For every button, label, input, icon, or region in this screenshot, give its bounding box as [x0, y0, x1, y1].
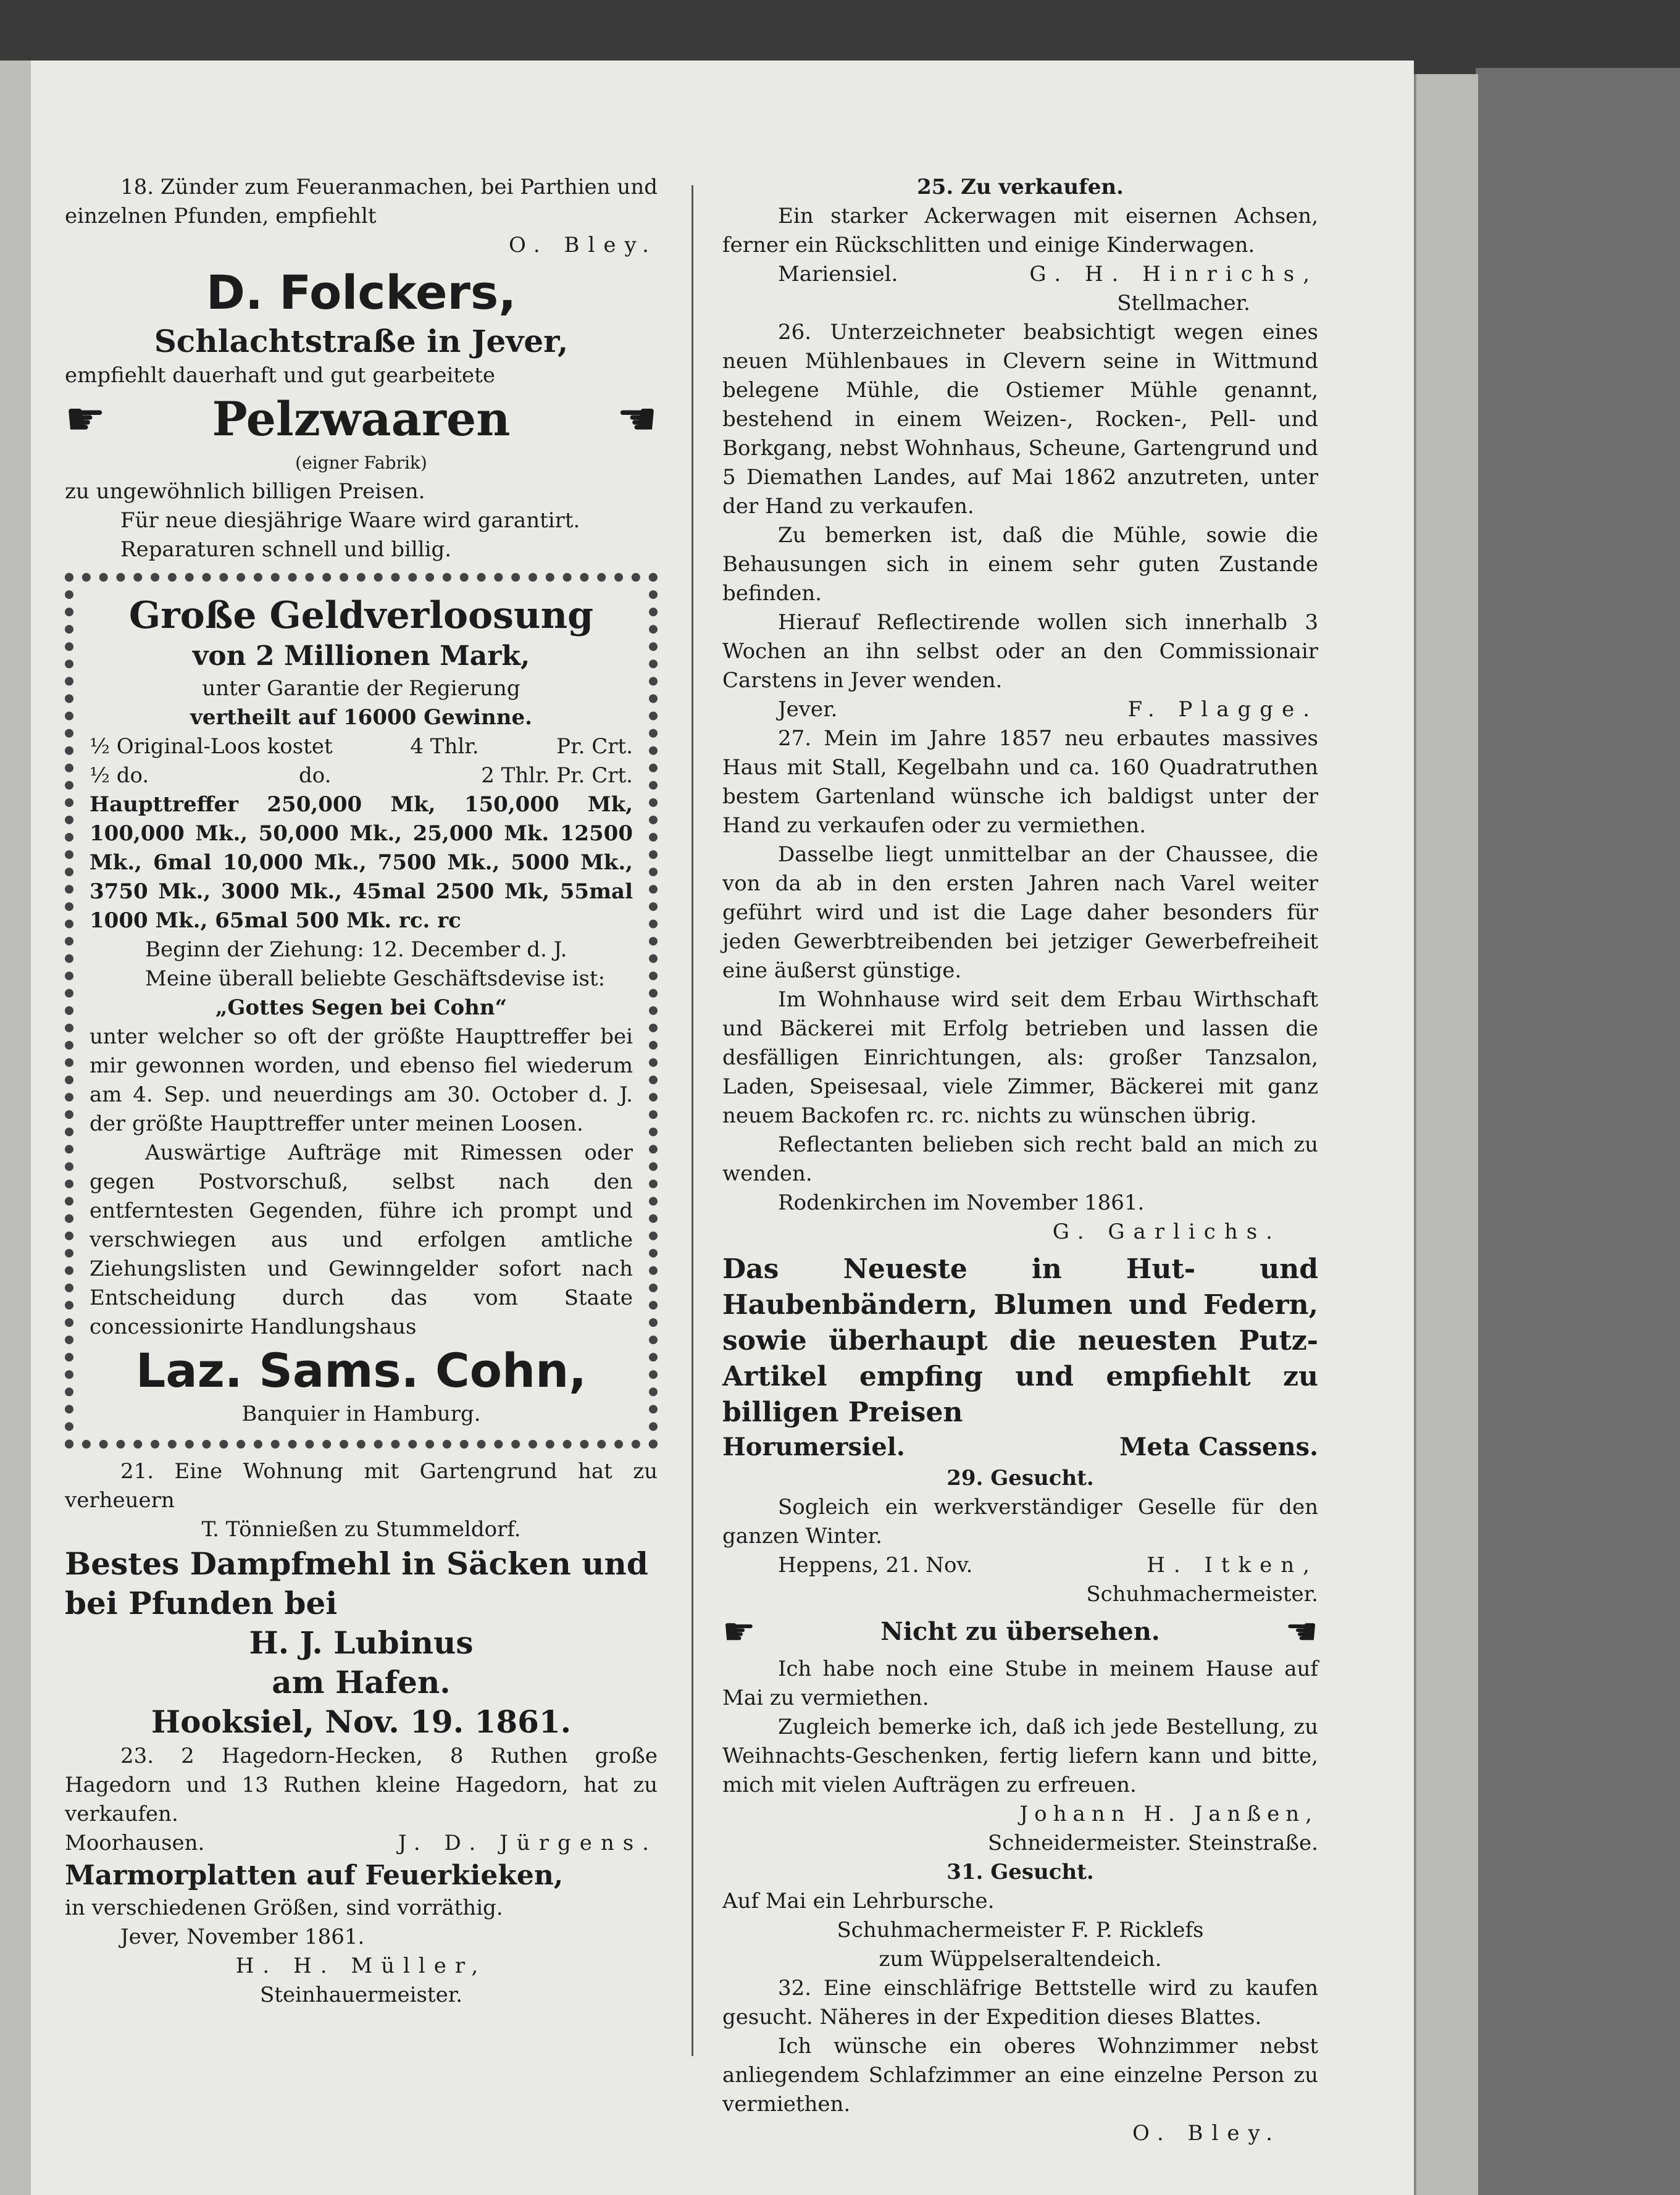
ad-27-paragraph-2: Dasselbe liegt unmittelbar an der Chaussee, die von da ab in den ersten Jahren nach Varel weiter geführt wird und ist die Lage daher besonders für jeden Gewerbtreibenden bei jetziger Gewerbefreiheit eine äußerst günstige. [722, 842, 1318, 983]
cohn-lot-row-2 [90, 761, 633, 790]
folckers-name: D. Folckers, [206, 265, 517, 320]
mueller-role: Steinhauermeister. [259, 1983, 463, 2007]
folckers-ad [65, 264, 658, 564]
ad-30-text: Ich habe noch eine Stube in meinem Hause auf Mai zu vermiethen. [722, 1657, 1318, 1710]
mueller-signature: H. H. Müller, [235, 1954, 487, 1978]
lot-2-b: do. [298, 763, 332, 788]
lot-2-a: ½ do. [90, 763, 149, 788]
ad-31-signature: Schuhmachermeister F. P. Ricklefs [837, 1918, 1204, 1942]
folckers-note: (eigner Fabrik) [295, 453, 427, 473]
lubinus-line-1: Bestes Dampfmehl in Säcken und [65, 1545, 648, 1582]
ad-32-paragraph-2: Ich wünsche ein oberes Wohnzimmer nebst anliegendem Schlafzimmer an eine einzelne Person zu vermiethen. [722, 2034, 1318, 2117]
lubinus-ad [65, 1544, 658, 1742]
cohn-motto: „Gottes Segen bei Cohn“ [215, 995, 508, 1020]
ad-23-place: Moorhausen. [65, 1831, 205, 1855]
ad-30-role: Schneidermeister. Steinstraße. [988, 1831, 1318, 1855]
pointing-hand-right-icon: ☛ [65, 393, 106, 446]
ad-32-signature: O. Bley. [1132, 2121, 1281, 2146]
lot-2-c: 2 Thlr. Pr. Crt. [481, 763, 633, 788]
pointing-hand-left-icon: ☚ [1285, 1610, 1318, 1654]
ad-18-signature: O. Bley. [509, 233, 658, 257]
cohn-prizes: Haupttreffer 250,000 Mk, 150,000 Mk, 100,000 Mk., 50,000 Mk., 25,000 Mk. 12500 Mk., 6mal 10,000 Mk., 7500 Mk., 5000 Mk., 3750 Mk., 3000 Mk., 45mal 2500 Mk, 55mal 1000 Mk., 65mal 500 Mk. rc. rc [90, 792, 633, 933]
ad-29-role: Schuhmachermeister. [1086, 1582, 1318, 1607]
ad-31-place: zum Wüppelseraltendeich. [879, 1947, 1162, 1971]
cohn-motto-intro: Meine überall beliebte Geschäftsdevise ist: [145, 966, 606, 991]
lubinus-line-2: bei Pfunden bei [65, 1585, 338, 1621]
ad-27-paragraph-3: Im Wohnhause wird seit dem Erbau Wirthschaft und Bäckerei mit Erfolg betrieben und lassen die desfälligen Einrichtungen, als: großer Tanzsalon, Laden, Speisesaal, viele Zimmer, Bäckerei mit ganz neuem Backofen rc. rc. nichts zu wünschen übrig. [722, 987, 1318, 1128]
right-column [722, 173, 1318, 2148]
mueller-text: in verschiedenen Größen, sind vorräthig. [65, 1896, 503, 1920]
lubinus-name: H. J. Lubinus [249, 1624, 474, 1661]
ad-23-signature: J. D. Jürgens. [398, 1831, 658, 1855]
folckers-product-row [65, 390, 658, 448]
ad-25-place: Mariensiel. [778, 262, 898, 286]
pointing-hand-left-icon: ☚ [616, 393, 658, 446]
cohn-lottery-ad [65, 573, 658, 1449]
ad-26-place: Jever. [778, 697, 838, 722]
cohn-paragraph-2: Auswärtige Aufträge mit Rimessen oder gegen Postvorschuß, selbst nach den entferntesten Gegenden, führe ich prompt und verschwiegen aus und erfolgen amtliche Ziehungslisten und Gewinngelder sofort nach Entscheidung durch das vom Staate concessionirte Handlungshaus [90, 1140, 633, 1339]
ad-21-signature: T. Tönnießen zu Stummeldorf. [201, 1517, 521, 1542]
folckers-product: Pelzwaaren [212, 391, 511, 446]
ad-25-signature: G. H. Hinrichs, [1029, 262, 1318, 286]
ad-29-footer [722, 1551, 1318, 1580]
ad-27-date: Rodenkirchen im November 1861. [778, 1190, 1145, 1215]
cassens-place: Horumersiel. [722, 1432, 905, 1461]
ad-25-text: Ein starker Ackerwagen mit eisernen Achsen, ferner ein Rückschlitten und einige Kinderwagen. [722, 204, 1318, 257]
cohn-start: Beginn der Ziehung: 12. December d. J. [145, 937, 567, 962]
cohn-lot-row-1 [90, 732, 633, 761]
folckers-line-3: Reparaturen schnell und billig. [120, 537, 452, 562]
left-column [65, 173, 658, 2010]
ad-25-role: Stellmacher. [1117, 291, 1250, 316]
ad-26-paragraph-2: Zu bemerken ist, daß die Mühle, sowie die Behausungen sich in einem sehr guten Zustande befinden. [722, 523, 1318, 606]
ad-26-text: 26. Unterzeichneter beabsichtigt wegen eines neuen Mühlenbaues in Clevern seine in Wittmund belegene Mühle, die Ostiemer Mühle genannt, bestehend in einem Weizen-, Rocken-, Pell- und Borkgang, nebst Wohnhaus, Scheune, Gartengrund und 5 Diemathen Landes, auf Mai 1862 anzutreten, unter der Hand zu verkaufen. [722, 320, 1318, 519]
ad-27-paragraph-4: Reflectanten belieben sich recht bald an mich zu wenden. [722, 1132, 1318, 1186]
cassens-ad [722, 1252, 1318, 1464]
ad-31-heading: 31. Gesucht. [947, 1860, 1094, 1884]
ad-21-text: 21. Eine Wohnung mit Gartengrund hat zu verheuern [65, 1459, 658, 1513]
ad-29-text: Sogleich ein werkverständiger Geselle für den ganzen Winter. [722, 1495, 1318, 1549]
ad-23-text: 23. 2 Hagedorn-Hecken, 8 Ruthen große Hagedorn und 13 Ruthen kleine Hagedorn, hat zu verkaufen. [65, 1744, 658, 1826]
ad-30-heading: Nicht zu übersehen. [880, 1617, 1160, 1646]
ad-29-signature: H. Itken, [1147, 1553, 1318, 1578]
lubinus-place: am Hafen. [272, 1664, 451, 1700]
cohn-guarantee: unter Garantie der Regierung [202, 676, 520, 701]
cohn-distribution: vertheilt auf 16000 Gewinne. [190, 705, 532, 730]
cassens-text: Das Neueste in Hut- und Haubenbändern, Blumen und Federn, sowie überhaupt die neuesten Putz-Artikel empfing und empfiehlt zu billigen Preisen [722, 1253, 1318, 1428]
ad-26-footer [722, 695, 1318, 724]
cohn-title: Große Geldverloosung [128, 594, 594, 637]
ad-32-text: 32. Eine einschläfrige Bettstelle wird zu kaufen gesucht. Näheres in der Expedition dieses Blattes. [722, 1976, 1318, 2030]
ad-25-heading: 25. Zu verkaufen. [917, 175, 1124, 199]
lot-1-b: 4 Thlr. [410, 734, 479, 759]
cohn-firm: Laz. Sams. Cohn, [135, 1343, 587, 1398]
ad-30-heading-row [722, 1609, 1318, 1655]
ad-23-footer [65, 1829, 658, 1858]
cohn-subtitle: von 2 Millionen Mark, [192, 640, 530, 672]
mueller-date: Jever, November 1861. [120, 1925, 365, 1949]
pointing-hand-right-icon: ☛ [722, 1610, 756, 1654]
cohn-paragraph-1: unter welcher so oft der größte Haupttreffer bei mir gewonnen worden, und ebenso fiel wiederum am 4. Sep. und neuerdings am 30. October d. J. der größte Haupttreffer unter meinen Loosen. [90, 1024, 633, 1136]
lot-1-a: ½ Original-Loos kostet [90, 734, 333, 759]
folckers-line-1: zu ungewöhnlich billigen Preisen. [65, 479, 425, 504]
page-edges [1414, 74, 1478, 2195]
lubinus-date: Hooksiel, Nov. 19. 1861. [151, 1704, 572, 1740]
ad-26-signature: F. Plagge. [1127, 697, 1318, 722]
cohn-role: Banquier in Hamburg. [241, 1402, 481, 1426]
ad-18-text: 18. Zünder zum Feueranmachen, bei Parthien und einzelnen Pfunden, empfiehlt [65, 175, 658, 228]
cassens-signature: Meta Cassens. [1119, 1432, 1318, 1461]
cassens-footer [722, 1431, 1318, 1464]
lot-1-c: Pr. Crt. [556, 734, 633, 759]
mueller-title: Marmorplatten auf Feuerkieken, [65, 1860, 564, 1891]
mueller-ad [65, 1858, 658, 2010]
folckers-line-2: Für neue diesjährige Waare wird garantirt. [120, 508, 580, 533]
ad-30-signature: Johann H. Janßen, [1019, 1802, 1318, 1826]
ad-29-date: Heppens, 21. Nov. [778, 1553, 973, 1578]
column-rule [692, 185, 693, 2056]
folckers-intro: empfiehlt dauerhaft und gut gearbeitete [65, 363, 495, 388]
ad-27-signature: G. Garlichs. [1052, 1219, 1281, 1244]
ad-29-heading: 29. Gesucht. [947, 1466, 1094, 1491]
ad-30-paragraph-2: Zugleich bemerke ich, daß ich jede Bestellung, zu Weihnachts-Geschenken, fertig liefern kann und bitte, mich mit vielen Aufträgen zu erfreuen. [722, 1715, 1318, 1797]
ad-27-text: 27. Mein im Jahre 1857 neu erbautes massives Haus mit Stall, Kegelbahn und ca. 160 Quadratruthen bestem Gartenland wünsche ich baldigst unter der Hand zu verkaufen oder zu vermiethen. [722, 726, 1318, 838]
ad-25-footer [722, 260, 1318, 289]
ad-26-paragraph-3: Hierauf Reflectirende wollen sich innerhalb 3 Wochen an ihn selbst oder an den Commissionair Carstens in Jever wenden. [722, 610, 1318, 693]
ad-31-text: Auf Mai ein Lehrbursche. [722, 1889, 995, 1913]
book-cover [1476, 68, 1680, 2195]
book-spine [0, 61, 31, 2195]
folckers-street: Schlachtstraße in Jever, [154, 323, 569, 359]
